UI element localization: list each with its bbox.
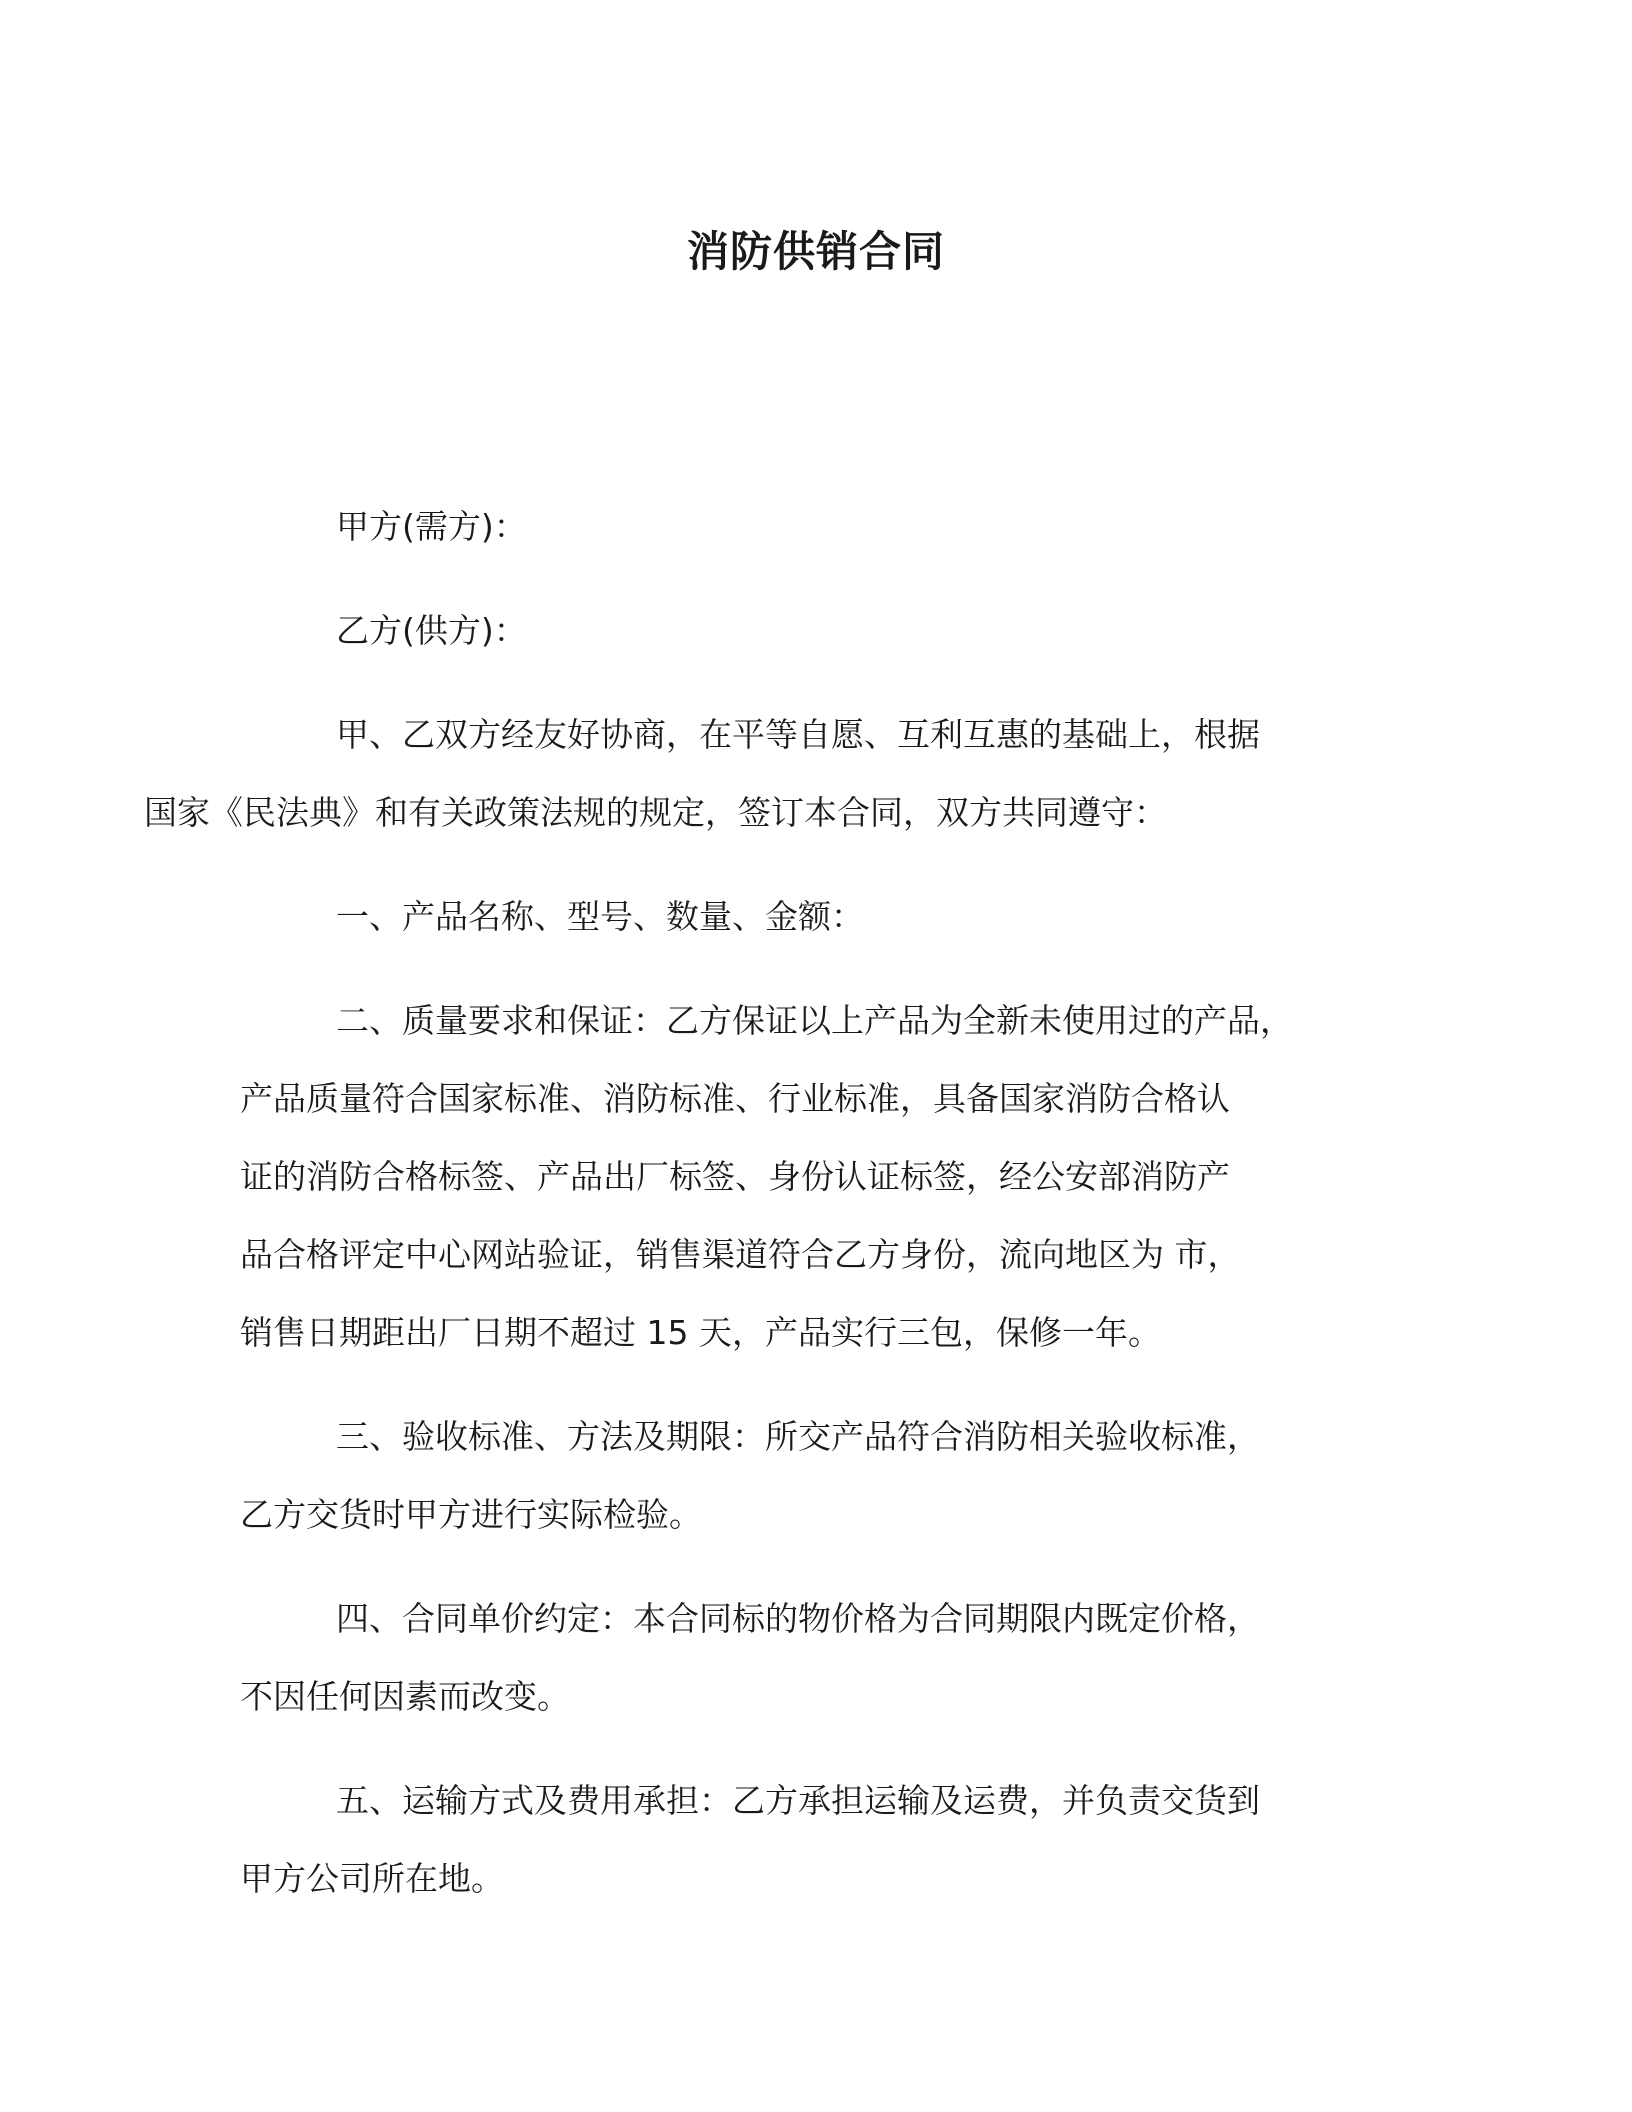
clause-3 xyxy=(240,1398,1420,1554)
intro-paragraph xyxy=(144,696,1420,852)
document-body xyxy=(144,488,1420,1918)
clause-1 xyxy=(240,878,1420,956)
clause-2-line: 销售日期距出厂日期不超过 15 天，产品实行三包，保修一年。 xyxy=(240,1313,1161,1352)
clause-2-line: 品合格评定中心网站验证，销售渠道符合乙方身份，流向地区为 市， xyxy=(240,1235,1241,1274)
clause-2-line: 证的消防合格标签、产品出厂标签、身份认证标签，经公安部消防产 xyxy=(240,1157,1230,1196)
clause-4-line: 四、合同单价约定：本合同标的物价格为合同期限内既定价格， xyxy=(336,1599,1260,1638)
intro-line: 甲、乙双方经友好协商，在平等自愿、互利互惠的基础上，根据 xyxy=(336,715,1260,754)
clause-1-line: 一、产品名称、型号、数量、金额： xyxy=(336,897,864,936)
clause-5-line: 五、运输方式及费用承担：乙方承担运输及运费，并负责交货到 xyxy=(336,1781,1260,1820)
clause-2-line: 产品质量符合国家标准、消防标准、行业标准，具备国家消防合格认 xyxy=(240,1079,1230,1118)
clause-4 xyxy=(240,1580,1420,1736)
clause-3-line: 三、验收标准、方法及期限：所交产品符合消防相关验收标准， xyxy=(336,1417,1260,1456)
party-b-label: 乙方(供方)： xyxy=(336,611,527,650)
clause-5-line: 甲方公司所在地。 xyxy=(240,1859,504,1898)
clause-2 xyxy=(240,982,1420,1372)
document-title: 消防供销合同 xyxy=(686,227,945,276)
clause-4-line: 不因任何因素而改变。 xyxy=(240,1677,570,1716)
party-a-label: 甲方(需方)： xyxy=(336,507,527,546)
clause-5 xyxy=(240,1762,1420,1918)
intro-line: 国家《民法典》和有关政策法规的规定，签订本合同，双方共同遵守： xyxy=(144,793,1167,832)
clause-2-line: 二、质量要求和保证：乙方保证以上产品为全新未使用过的产品， xyxy=(336,1001,1293,1040)
clause-3-line: 乙方交货时甲方进行实际检验。 xyxy=(240,1495,702,1534)
